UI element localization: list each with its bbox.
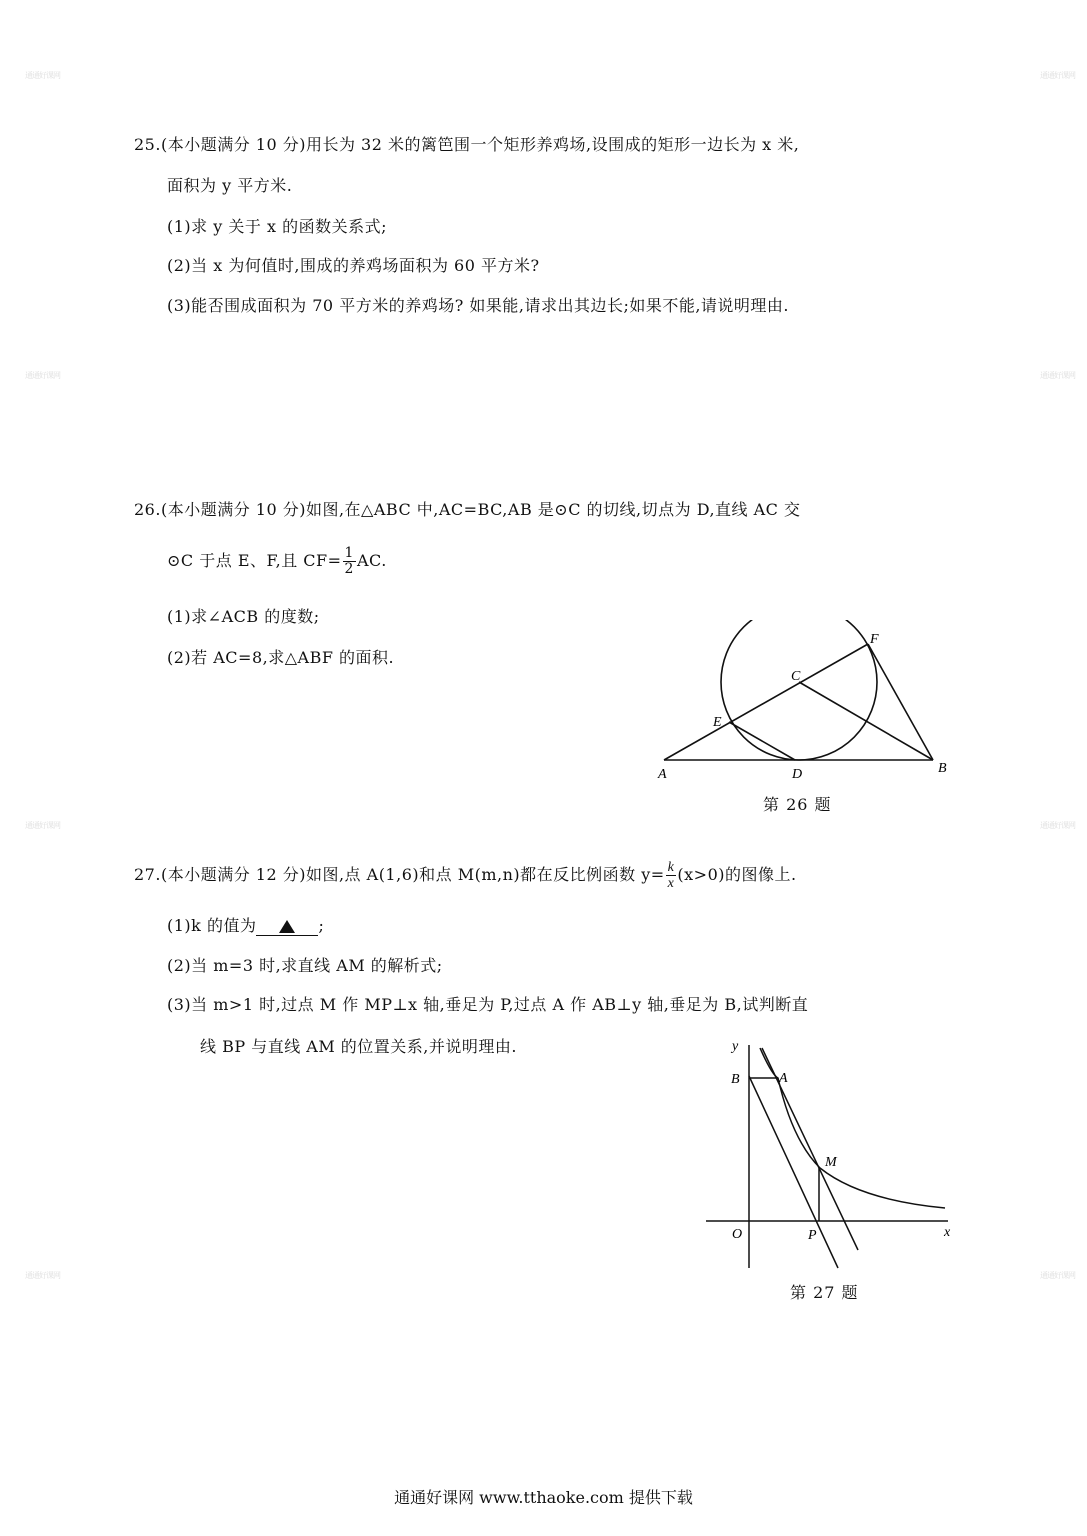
q26-label-b: B (938, 761, 947, 776)
q26-label-c: C (791, 669, 801, 684)
q26-segment-fb (868, 644, 933, 760)
q27-label-b: B (731, 1072, 740, 1087)
q26-line1: 26.(本小题满分 10 分)如图,在△ABC 中,AC=BC,AB 是⊙C 的切线,切点为 D,直线 AC 交 (134, 500, 801, 519)
q26-line2-text: ⊙C 于点 E、F,且 CF= (167, 551, 342, 570)
watermark: 通通好课网 (1040, 71, 1075, 80)
q26-line2-tail: AC. (356, 551, 387, 570)
watermark: 通通好课网 (25, 821, 60, 830)
q27-caption: 第 27 题 (790, 1283, 859, 1302)
q26-segment-ed (729, 722, 795, 760)
q27-part3a: (3)当 m>1 时,过点 M 作 MP⊥x 轴,垂足为 P,过点 A 作 AB⊥y 轴,垂足为 B,试判断直 (167, 995, 809, 1014)
q25-line1: 25.(本小题满分 10 分)用长为 32 米的篱笆围一个矩形养鸡场,设围成的矩形一边长为 x 米, (134, 135, 800, 154)
q27-hyperbola (760, 1048, 945, 1208)
q27-part1 (167, 916, 324, 936)
q27-label-y: y (732, 1039, 739, 1054)
q26-figure (650, 620, 960, 790)
q27-label-p: P (808, 1228, 817, 1243)
watermark: 通通好课网 (1040, 821, 1075, 830)
q26-part1: (1)求∠ACB 的度数; (167, 607, 320, 626)
q27-line1-tail: (x>0)的图像上. (677, 865, 797, 884)
q27-label-a: A (779, 1071, 788, 1086)
watermark: 通通好课网 (25, 1271, 60, 1280)
q26-label-d: D (792, 767, 803, 782)
q25-part1: (1)求 y 关于 x 的函数关系式; (167, 217, 387, 236)
q27-label-m: M (825, 1155, 837, 1170)
q26-frac-num: 1 (344, 545, 354, 561)
watermark: 通通好课网 (25, 71, 60, 80)
q26-line2 (167, 546, 387, 577)
answer-blank (256, 917, 318, 936)
q25-line2: 面积为 y 平方米. (167, 176, 293, 195)
q26-segment-cb (799, 682, 933, 760)
q27-label-x: x (944, 1225, 951, 1240)
triangle-icon (279, 920, 295, 933)
q27-line1 (134, 860, 797, 891)
watermark: 通通好课网 (1040, 1271, 1075, 1280)
q26-label-e: E (713, 715, 722, 730)
q27-part2: (2)当 m=3 时,求直线 AM 的解析式; (167, 956, 443, 975)
q25-part3: (3)能否围成面积为 70 平方米的养鸡场? 如果能,请求出其边长;如果不能,请说明理由. (167, 296, 790, 315)
q26-caption: 第 26 题 (763, 795, 832, 814)
q27-figure (700, 1035, 965, 1275)
q25-part2: (2)当 x 为何值时,围成的养鸡场面积为 60 平方米? (167, 256, 540, 275)
q27-part1-text: (1)k 的值为 (167, 916, 257, 935)
watermark: 通通好课网 (25, 371, 60, 380)
q27-frac-num: k (667, 860, 675, 875)
q27-label-o: O (732, 1227, 743, 1242)
q26-label-a: A (658, 767, 667, 782)
q27-line1-text: 27.(本小题满分 12 分)如图,点 A(1,6)和点 M(m,n)都在反比例函数 y= (134, 865, 665, 884)
q27-fraction (666, 860, 677, 891)
q27-part1-tail: ; (318, 916, 325, 935)
q27-part3b: 线 BP 与直线 AM 的位置关系,并说明理由. (200, 1037, 517, 1056)
q27-frac-den: x (667, 876, 675, 891)
q26-fraction (343, 546, 356, 577)
q26-part2: (2)若 AC=8,求△ABF 的面积. (167, 648, 395, 667)
watermark: 通通好课网 (1040, 371, 1075, 380)
page-footer: 通通好课网 www.tthaoke.com 提供下载 (394, 1488, 693, 1507)
q26-circle (721, 620, 877, 760)
q26-label-f: F (870, 632, 879, 647)
q26-frac-den: 2 (344, 561, 354, 577)
